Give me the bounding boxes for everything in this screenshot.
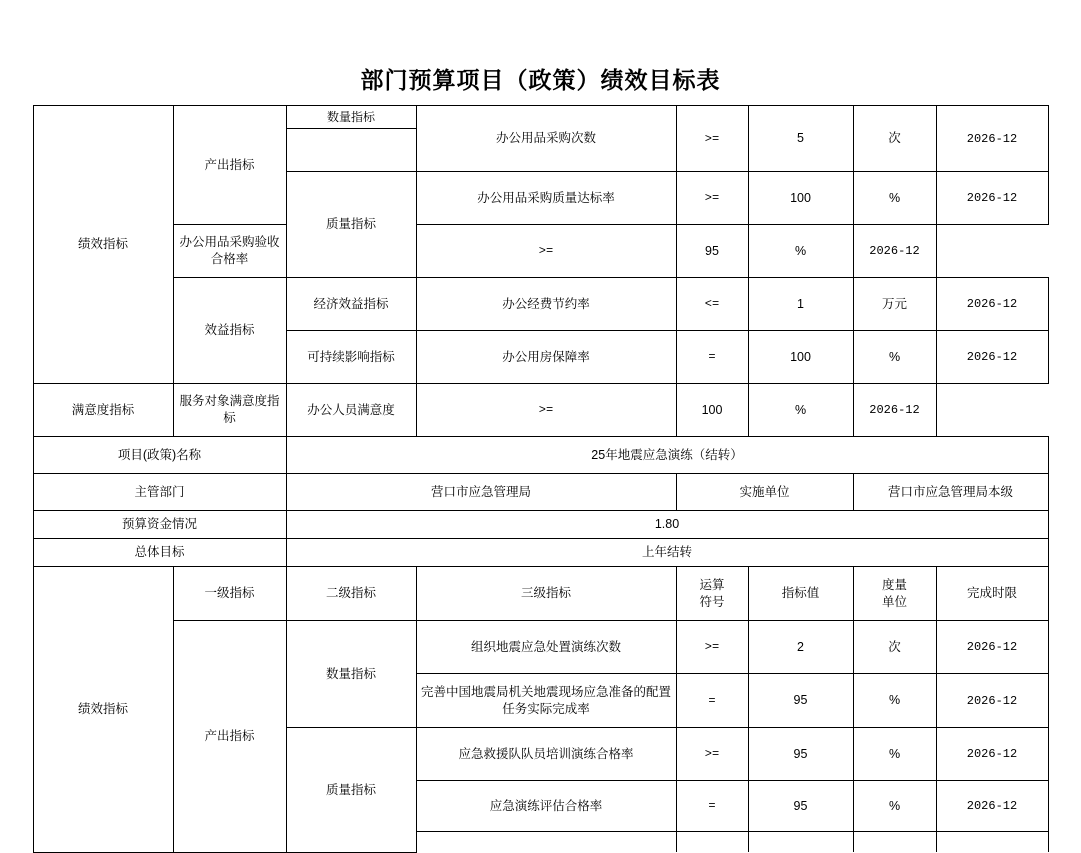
operator-symbol: <= <box>676 278 748 331</box>
table-row-budget <box>33 511 1048 539</box>
dept-label: 主管部门 <box>33 474 286 511</box>
table-row <box>33 621 1048 674</box>
indicator-deadline: 2026-12 <box>936 106 1048 172</box>
level3-indicator-name: 办公用房保障率 <box>416 331 676 384</box>
indicator-unit: % <box>748 384 853 437</box>
header-unit-line2: 单位 <box>881 594 907 609</box>
table-row-department <box>33 474 1048 511</box>
page-title: 部门预算项目（政策）绩效目标表 <box>360 68 721 94</box>
indicator-deadline: 2026-12 <box>936 331 1048 384</box>
performance-indicators-table-top <box>33 105 1049 853</box>
level2-quantity-indicator: 数量指标 <box>286 621 416 728</box>
header-unit <box>853 567 936 621</box>
table-row <box>33 384 1048 437</box>
indicator-deadline: 2026-12 <box>936 278 1048 331</box>
clipped-cell <box>936 832 1048 853</box>
project-name-label: 项目(政策)名称 <box>33 437 286 474</box>
indicator-deadline: 2026-12 <box>936 728 1048 781</box>
level2-quality-indicator: 质量指标 <box>286 728 416 853</box>
header-indicator-value: 指标值 <box>748 567 853 621</box>
indicator-value: 100 <box>748 172 853 225</box>
level1-output-indicator: 产出指标 <box>173 106 286 225</box>
level3-indicator-name: 组织地震应急处置演练次数 <box>416 621 676 674</box>
clipped-cell <box>748 832 853 853</box>
level1-satisfaction-indicator: 满意度指标 <box>33 384 173 437</box>
table-row <box>33 278 1048 331</box>
operator-symbol: >= <box>676 621 748 674</box>
indicator-deadline: 2026-12 <box>936 172 1048 225</box>
header-level2: 二级指标 <box>286 567 416 621</box>
section-label-performance: 绩效指标 <box>33 567 173 853</box>
level2-economic-benefit: 经济效益指标 <box>286 278 416 331</box>
indicator-value: 100 <box>748 331 853 384</box>
indicator-deadline: 2026-12 <box>936 674 1048 728</box>
level2-quality-indicator: 质量指标 <box>286 172 416 278</box>
operator-symbol: = <box>676 331 748 384</box>
table-header-row <box>33 567 1048 621</box>
indicator-deadline: 2026-12 <box>853 384 936 437</box>
indicator-unit: 次 <box>853 621 936 674</box>
header-level3: 三级指标 <box>416 567 676 621</box>
operator-symbol: >= <box>676 106 748 172</box>
level3-indicator-name: 应急救援队队员培训演练合格率 <box>416 728 676 781</box>
indicator-unit: % <box>853 728 936 781</box>
level2-sustainable-impact: 可持续影响指标 <box>286 331 416 384</box>
indicator-value: 100 <box>676 384 748 437</box>
indicator-unit: % <box>853 674 936 728</box>
table-row <box>33 106 1048 129</box>
operator-symbol: >= <box>676 172 748 225</box>
indicator-unit: % <box>748 225 853 278</box>
level2-spacer <box>286 129 416 172</box>
table-row-overall-goal <box>33 539 1048 567</box>
operator-symbol: = <box>676 781 748 832</box>
overall-goal-value: 上年结转 <box>286 539 1048 567</box>
project-name-value: 25年地震应急演练（结转） <box>286 437 1048 474</box>
level3-indicator-name: 办公用品采购质量达标率 <box>416 172 676 225</box>
header-level1: 一级指标 <box>173 567 286 621</box>
clipped-cell <box>676 832 748 853</box>
indicator-value: 95 <box>748 728 853 781</box>
indicator-unit: 次 <box>853 106 936 172</box>
indicator-unit: % <box>853 172 936 225</box>
indicator-value: 5 <box>748 106 853 172</box>
level3-indicator-name: 完善中国地震局机关地震现场应急准备的配置任务实际完成率 <box>416 674 676 728</box>
operator-symbol: >= <box>416 225 676 278</box>
indicator-deadline: 2026-12 <box>936 621 1048 674</box>
clipped-cell <box>853 832 936 853</box>
level3-indicator-name: 办公人员满意度 <box>286 384 416 437</box>
indicator-unit: 万元 <box>853 278 936 331</box>
dept-value: 营口市应急管理局 <box>286 474 676 511</box>
indicator-deadline: 2026-12 <box>853 225 936 278</box>
indicator-value: 95 <box>748 781 853 832</box>
table-row-project-name <box>33 437 1048 474</box>
indicator-value: 95 <box>748 674 853 728</box>
indicator-unit: % <box>853 781 936 832</box>
budget-value: 1.80 <box>286 511 1048 539</box>
operator-symbol: = <box>676 674 748 728</box>
clipped-cell <box>416 832 676 853</box>
level3-indicator-name: 办公用品采购验收合格率 <box>173 225 286 278</box>
impl-unit-value: 营口市应急管理局本级 <box>853 474 1048 511</box>
table-row <box>33 225 1048 278</box>
overall-goal-label: 总体目标 <box>33 539 286 567</box>
indicator-unit: % <box>853 331 936 384</box>
level3-indicator-name: 办公经费节约率 <box>416 278 676 331</box>
section-label-performance: 绩效指标 <box>33 106 173 384</box>
impl-unit-label: 实施单位 <box>676 474 853 511</box>
budget-label: 预算资金情况 <box>33 511 286 539</box>
indicator-value: 1 <box>748 278 853 331</box>
operator-symbol: >= <box>416 384 676 437</box>
indicator-value: 2 <box>748 621 853 674</box>
header-operator-symbol <box>676 567 748 621</box>
indicator-value: 95 <box>676 225 748 278</box>
level2-quantity-indicator-clipped: 数量指标 <box>286 106 416 129</box>
header-unit-line1: 度量 <box>881 577 907 592</box>
level3-indicator-name: 应急演练评估合格率 <box>416 781 676 832</box>
header-deadline: 完成时限 <box>936 567 1048 621</box>
level3-indicator-name: 办公用品采购次数 <box>416 106 676 172</box>
level1-benefit-indicator: 效益指标 <box>173 278 286 384</box>
header-operator-line2: 符号 <box>699 594 725 609</box>
level2-service-satisfaction: 服务对象满意度指标 <box>173 384 286 437</box>
header-operator-line1: 运算 <box>699 577 725 592</box>
indicator-deadline: 2026-12 <box>936 781 1048 832</box>
operator-symbol: >= <box>676 728 748 781</box>
level1-output-indicator: 产出指标 <box>173 621 286 853</box>
